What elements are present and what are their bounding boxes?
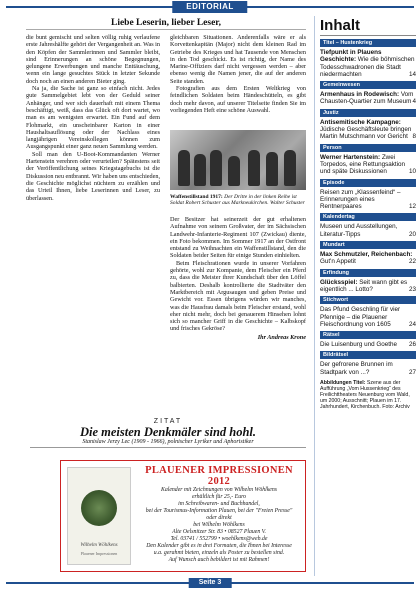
ad-line: erhältlich für 25,- Euro (191, 494, 247, 500)
toc-section-header: Gemeinwesen (320, 81, 416, 89)
letter-right-bottom (170, 216, 306, 410)
toc-entry-text: Die Luisenburg und Goethe (320, 341, 398, 349)
soldier-figure (248, 150, 260, 186)
toc-entry[interactable] (320, 119, 416, 141)
toc-entry[interactable] (320, 189, 416, 211)
toc-entry[interactable] (320, 341, 416, 348)
calendar-advertisement (60, 460, 306, 572)
toc-entry-page: 10 (408, 168, 416, 176)
ad-line: Den Kalender gibt es in drei Formaten, die Ihnen bei Interesse (146, 543, 292, 549)
caption-text: Der Dritte in der linken Reihe ist Soldat Robert Schuster aus Markneukirchen. (170, 194, 297, 207)
toc-entry-text: Jüdische Geschäftsleute bringen Martin Mutschmann vor Gericht (320, 126, 412, 141)
editorial-letter (26, 16, 306, 410)
toc-entry-text: Wie die böhmischen Todesschwadronen die Stadt niedermachten (320, 56, 415, 78)
toc-entry-page: 12 (408, 203, 416, 211)
toc-entry[interactable] (320, 223, 416, 238)
toc-entry[interactable] (320, 279, 416, 294)
toc-section-header: Mundart (320, 241, 416, 249)
calendar-cover-illustration (81, 490, 117, 526)
quote-box (30, 418, 306, 454)
toc-list (320, 39, 416, 376)
toc-title: Inhalt (320, 16, 416, 36)
toc-entry-text: Vom Chausten-Quartier zum Museum (320, 91, 414, 106)
toc-entry-page: 22 (408, 258, 416, 266)
letter-paragraph: Der Besitzer hat seinerzeit der gut erhaltenen Aufnahme von seinem Großvater, der im Sächsischen Landwehr-Infanterie-Regiment 107 (Zwickau) diente, ein Foto bekommen. Im Sommer 1917 an der Ostfront entstand zu Weihnachten ein Waffenstillstand, den die Soldaten beider Seiten für einige Stunden einhielten. (170, 216, 306, 260)
toc-entry[interactable] (320, 91, 416, 106)
section-tab: EDITORIAL (172, 1, 247, 13)
toc-section-header: Titel – Hustenkrieg (320, 39, 416, 47)
letter-paragraph: Na ja, die Sache ist ganz so einfach nicht. Jedes gute Sammelgebiet lebt von der Geduld seiner Anhänger, und wer sich dauerhaft mit einem Thema beschäftigt, weiß, dass das Glück oft dort wartet, wo man es am wenigsten erwartet. Ein Fund auf dem Flohmarkt, ein unscheinbarer Karton in einer Haushaltsauflösung oder der Nachlass eines langjährigen Vereinskollegen können zum Ausgangspunkt einer ganz neuen Sammlung werden. (26, 85, 160, 151)
letter-paragraph: gleichbaren Situationen. Anderenfalls wäre er als Korvettenkapitän (Major) nicht dem kleinen Rad im Getriebe des Krieges und hat Tausende von Menschen in den Tod geschickt. Es ist richtig, der Name des Marine-Offiziers darf nicht vergessen werden – aber ebenso wenig die Namen jener, die auf der anderen Seite standen. (170, 34, 306, 85)
soldier-figure (284, 150, 296, 186)
quote-label: ZITAT (153, 418, 183, 425)
caption-credit: Walter Schuster (270, 200, 305, 207)
ad-line: bei Wilhelm Wöhlkens (193, 522, 245, 528)
toc-footnote (320, 380, 416, 410)
toc-entry[interactable] (320, 251, 416, 266)
toc-entry-text: Reisen zum „Klassenfeind“ – Erinnerungen eines Rentnerpaares (320, 188, 401, 211)
table-of-contents (320, 16, 416, 576)
letter-paragraph: Beim Fleischrationen wurde in unserer Vorfahren gehörte, wohl zur Kompanie, dem Fleischer ein Pferd zu, dass die Meister ihrer Kundschaft über den Löffel balbierten. Deshalb kontrollierte die Stadtväter den Marktbereich mit Argusaugen und geben Preise und Gewicht vor. Essen übrigens würden wir manches, was die Hausfrau damals beim Fleischer erstand, wohl eher nicht mehr, doch bei genauerem Hinsehen lohnt sich so mancher Griff in die Geschichte – Kalbskopf und frisches Gekröse? (170, 259, 306, 333)
toc-entry[interactable] (320, 306, 416, 328)
toc-entry[interactable] (320, 154, 416, 176)
toc-entry-lead: Max Schmutzler, Reichenbach: (320, 251, 413, 259)
toc-entry-lead: Glücksspiel: (320, 278, 358, 286)
caption-lead: Waffenstillstand 1917: (170, 194, 223, 200)
toc-entry[interactable] (320, 361, 416, 376)
column-divider (314, 16, 315, 576)
ad-line: bei der Tourismus-Information Plauen, bei der "Freien Presse" (145, 508, 293, 514)
section-header (0, 0, 420, 14)
toc-section-header: Person (320, 144, 416, 152)
toc-entry-lead: Armenhaus in Rodewisch: (320, 91, 400, 99)
toc-entry-page: 23 (408, 285, 416, 293)
toc-entry-page: 8 (412, 133, 416, 141)
soldier-figure (266, 152, 278, 186)
toc-entry-lead: Tiefpunkt in Plauens Geschichte: (320, 49, 382, 64)
letter-right-top (170, 34, 306, 128)
toc-entry-lead: Antisemitische Kampagne: (320, 118, 401, 126)
quote-text: Die meisten Denkmäler sind hohl. (79, 425, 257, 439)
toc-entry-text: Museen und Ausstellungen, Literatur-Tipps (320, 223, 398, 238)
toc-footnote-text: Szene aus der Aufführung „Vom Hussenkrieg“ des Freilichttheaters Neuenburg vom Wald, um 2000; Ausschnitt; Plauen im 17. Jahrhundert, Kirchenbuch. Foto: Archiv (320, 380, 410, 411)
toc-entry-text: Das Pfund Geschling für vier Pfennige – die Plauener Fleischordnung von 1605 (320, 306, 401, 328)
photo-caption (170, 194, 306, 207)
letter-signature: Ihr Andreas Krone (257, 333, 306, 341)
toc-entry-page: 24 (408, 320, 416, 328)
quote-author: Stanislaw Jerzy Lec (1909 - 1966), polnischer Lyriker und Aphoristiker (82, 439, 254, 445)
toc-section-header: Erfindung (320, 269, 416, 277)
calendar-cover-subcaption: Plauener Impressionen (80, 551, 118, 556)
letter-headline: Liebe Leserin, lieber Leser, (26, 16, 306, 30)
toc-section-header: Rätsel (320, 331, 416, 339)
toc-entry-text: Der gefrorene Brunnen im Stadtpark von ...? (320, 361, 393, 376)
ad-line: u.a. gerahmt bieten, einzeln als Poster zu bestellen sind. (153, 550, 285, 556)
toc-entry-page: 20 (408, 230, 416, 238)
calendar-cover-caption: Wilhelm Wöhlkens (80, 543, 118, 548)
ad-line: oder direkt (206, 515, 232, 521)
ad-body (137, 465, 301, 564)
page-number-tab: Seite 3 (189, 578, 232, 588)
letter-paragraph: Soll man den U-Boot-Kommandanten Werner Hartenstein verehren oder verurteilen? Spätestens seit der Veröffentlichung seines Kriegstagebuchs ist die Diskussion neu entbrannt. Wir haben uns entschieden, die Geschichte möglichst nüchtern zu erzählen und das Urteil Ihnen, liebe Leserinnen und Leser, zu überlassen. (26, 150, 160, 202)
toc-entry-page: 26 (408, 341, 416, 349)
toc-entry-lead: Werner Hartenstein: (320, 153, 381, 161)
ad-line: Tel. 03741 / 552799 • woehlkens@web.de (170, 536, 268, 542)
quote-rule (30, 447, 306, 448)
soldier-figure (210, 150, 222, 186)
soldier-figure (228, 156, 240, 186)
ad-headline: PLAUENER IMPRESSIONEN 2012 (145, 465, 293, 487)
ad-line: Alte Oelsnitzer Str. 83 • 08527 Plauen V. (172, 529, 266, 535)
toc-entry[interactable] (320, 49, 416, 78)
toc-section-header: Justiz (320, 109, 416, 117)
toc-entry-text: Seit wann gibt es eigentlich ... Lotto? (320, 278, 408, 293)
soldier-figure (194, 154, 206, 186)
letter-left-column (26, 34, 160, 410)
toc-entry-page: 14 (408, 70, 416, 78)
toc-section-header: Kalendertag (320, 213, 416, 221)
soldiers-photo (170, 130, 306, 190)
letter-paragraph: Fotografien aus dem Ersten Weltkrieg von feindlichen Soldaten beim Händeschütteln, es gibt doch mehr davon, auf unserer Titelseite finden Sie im vorliegenden Heft eine schöne Auswahl. (170, 85, 306, 114)
ad-line: Auf Wunsch auch bebildert ist mit Rahmen! (168, 557, 270, 563)
toc-entry-text: Zwei Torpedos, eine Rettungsaktion und späte Diskussionen (320, 153, 406, 176)
toc-section-header: Stichwort (320, 296, 416, 304)
ad-line: im Schreibwaren- und Buchhandel, (178, 501, 260, 507)
toc-entry-page: 27 (408, 368, 416, 376)
letter-columns (26, 34, 306, 410)
toc-entry-page: 4 (412, 98, 416, 106)
toc-section-header: Episode (320, 179, 416, 187)
calendar-cover (67, 467, 131, 565)
letter-paragraph: die bunt gemischt und selten völlig ruhig verlaufene erste Jahreshälfte gehört der Vergangenheit an. Was in den Köpfen der Sammlerinnen und Sammler bleibt, sind Erinnerungen an schöne Begegnungen, gelungene Erwerbungen und manche Enttäuschung, wenn ein lange gesuchtes Stück in letzter Sekunde doch noch an einen anderen Bieter ging. (26, 34, 160, 85)
toc-entry-text: Gut'n Appetit (320, 258, 356, 266)
toc-footnote-lead: Abbildungen Titel: (320, 380, 366, 387)
toc-section-header: Bildrätsel (320, 351, 416, 359)
soldier-figure (178, 150, 190, 186)
page-footer (0, 578, 420, 589)
letter-right-column (170, 34, 306, 410)
ad-line: Kalender mit Zeichnungen von Wilhelm Wöhlkens (160, 487, 278, 493)
